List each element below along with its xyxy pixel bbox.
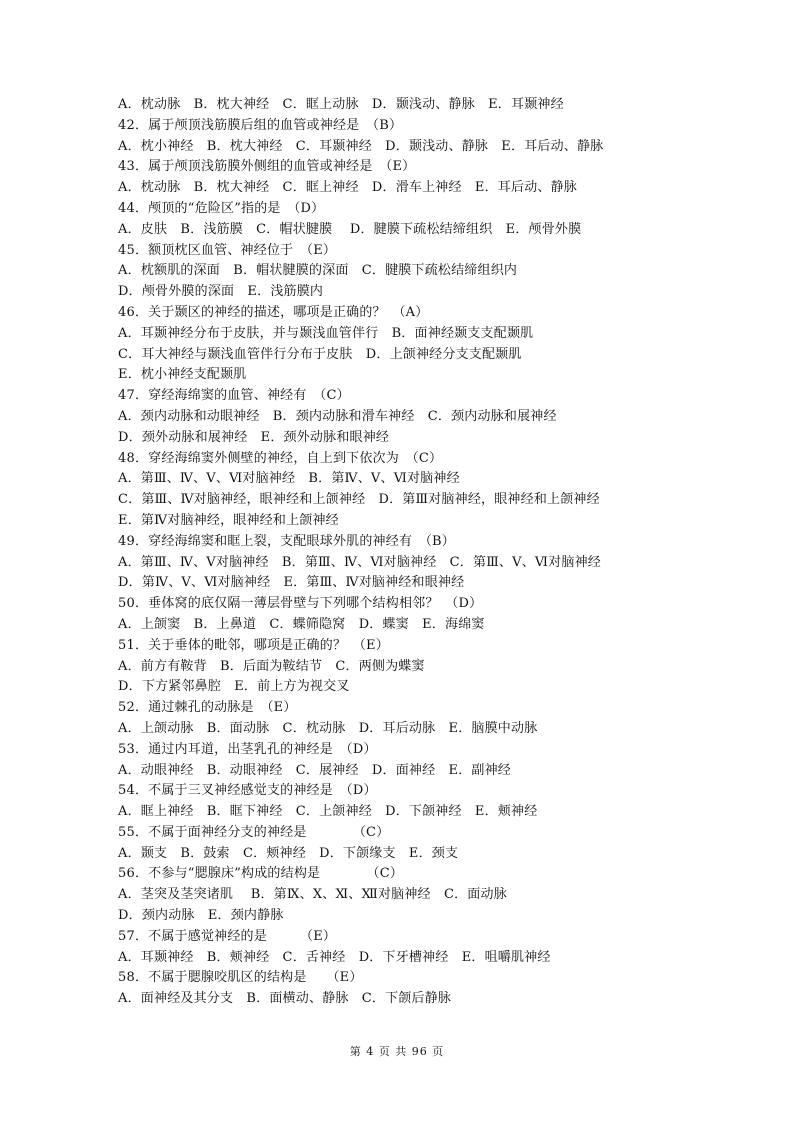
question-line: 42．属于颅顶浅筋膜后组的血管或神经是 （B）	[118, 117, 403, 133]
options-line: A．面神经及其分支 B．面横动、静脉 C．下颌后静脉	[118, 991, 452, 1007]
options-line: A．耳颞神经 B．颊神经 C．舌神经 D．下牙槽神经 E．咀嚼肌神经	[118, 949, 551, 965]
options-line: A．第Ⅲ、Ⅳ、Ⅴ、Ⅵ对脑神经 B．第Ⅳ、Ⅴ、Ⅵ对脑神经	[118, 471, 460, 487]
options-line: A．枕小神经 B．枕大神经 C．耳颞神经 D．颞浅动、静脉 E．耳后动、静脉	[118, 138, 604, 154]
question-line: 48．穿经海绵窦外侧壁的神经，自上到下依次为 （C）	[118, 450, 443, 466]
question-line: 47．穿经海绵窦的血管、神经有 （C）	[118, 388, 350, 404]
question-line: 45．额顶枕区血管、神经位于 （E）	[118, 242, 337, 258]
text-line: A．枕动脉 B．枕大神经 C．眶上动脉 D．颞浅动、静脉 E．耳颞神经	[118, 97, 564, 112]
options-line: E．枕小神经支配颞肌	[118, 367, 247, 383]
question-list	[118, 95, 678, 1010]
options-line: A．枕动脉 B．枕大神经 C．眶上神经 D．滑车上神经 E．耳后动、静脉	[118, 180, 578, 196]
question-line: 44．颅顶的“危险区”指的是 （D）	[118, 200, 325, 216]
options-line: A．茎突及茎突诸肌 B．第Ⅸ、Ⅹ、Ⅺ、Ⅻ对脑神经 C．面动脉	[118, 887, 507, 903]
options-line: A．上颌动脉 B．面动脉 C．枕动脉 D．耳后动脉 E．脑膜中动脉	[118, 720, 538, 736]
question-line: 52．通过棘孔的动脉是 （E）	[118, 700, 297, 716]
question-line: 49．穿经海绵窦和眶上裂，支配眼球外肌的神经有 （B）	[118, 533, 455, 549]
options-line: D．颈内动脉 E．颈内静脉	[118, 908, 284, 924]
options-line: D．颈外动脉和展神经 E．颈外动脉和眼神经	[118, 429, 390, 445]
options-line: A．上颌窦 B．上鼻道 C．蝶筛隐窝 D．蝶窦 E．海绵窦	[118, 616, 485, 632]
options-line: E．第Ⅳ对脑神经，眼神经和上颌神经	[118, 512, 339, 528]
options-line: A．动眼神经 B．动眼神经 C．展神经 D．面神经 E．副神经	[118, 762, 512, 778]
question-line: 54．不属于三叉神经感觉支的神经是 （D）	[118, 783, 377, 799]
options-line: A．颈内动脉和动眼神经 B．颈内动脉和滑车神经 C．颈内动脉和展神经	[118, 408, 557, 424]
options-line: A．前方有鞍背 B．后面为鞍结节 C．两侧为蝶窦	[118, 658, 425, 674]
options-line: A．眶上神经 B．眶下神经 C．上颌神经 D．下颌神经 E．颊神经	[118, 804, 538, 820]
options-line: A．枕额肌的深面 B．帽状腱膜的深面 C．腱膜下疏松结缔组织内	[118, 263, 518, 279]
options-line: A．皮肤 B．浅筋膜 C．帽状腱膜 D．腱膜下疏松结缔组织 E．颅骨外膜	[118, 221, 582, 237]
question-line: 53．通过内耳道，出茎乳孔的神经是 （D）	[118, 741, 377, 757]
question-line: 56．不参与“腮腺床”构成的结构是 （C）	[118, 866, 404, 882]
options-line: C．第Ⅲ、Ⅳ对脑神经，眼神经和上颌神经 D．第Ⅲ对脑神经，眼神经和上颌神经	[118, 492, 600, 508]
options-line: A．颞支 B．鼓索 C．颊神经 D．下颌缘支 E．颈支	[118, 845, 459, 861]
page-footer: 第 4 页 共 96 页	[349, 1045, 445, 1058]
question-line: 58．不属于腮腺咬肌区的结构是 （E）	[118, 970, 363, 986]
options-line: A．第Ⅲ、Ⅳ、Ⅴ对脑神经 B．第Ⅲ、Ⅳ、Ⅵ对脑神经 C．第Ⅲ、Ⅴ、Ⅵ对脑神经	[118, 554, 602, 570]
question-line: 46．关于颞区的神经的描述，哪项是正确的？ （A）	[118, 304, 429, 320]
question-line: 57．不属于感觉神经的是 （E）	[118, 928, 337, 944]
question-line: 43．属于颅顶浅筋膜外侧组的血管或神经是 （E）	[118, 159, 416, 175]
options-line: A．耳颞神经分布于皮肤，并与颞浅血管伴行 B．面神经颞支支配颞肌	[118, 325, 534, 341]
question-line: 51．关于垂体的毗邻，哪项是正确的？ （E）	[118, 637, 389, 653]
options-line: D．下方紧邻鼻腔 E．前上方为视交叉	[118, 679, 350, 695]
options-line: D．颅骨外膜的深面 E．浅筋膜内	[118, 284, 324, 300]
question-line: 55．不属于面神经分支的神经是 （C）	[118, 824, 390, 840]
question-line: 50．垂体窝的底仅隔一薄层骨壁与下列哪个结构相邻？ （D）	[118, 596, 483, 612]
options-line: D．第Ⅳ、Ⅴ、Ⅵ对脑神经 E．第Ⅲ、Ⅳ对脑神经和眼神经	[118, 575, 465, 591]
options-line: C．耳大神经与颞浅血管伴行分布于皮肤 D．上颌神经分支支配颞肌	[118, 346, 522, 362]
